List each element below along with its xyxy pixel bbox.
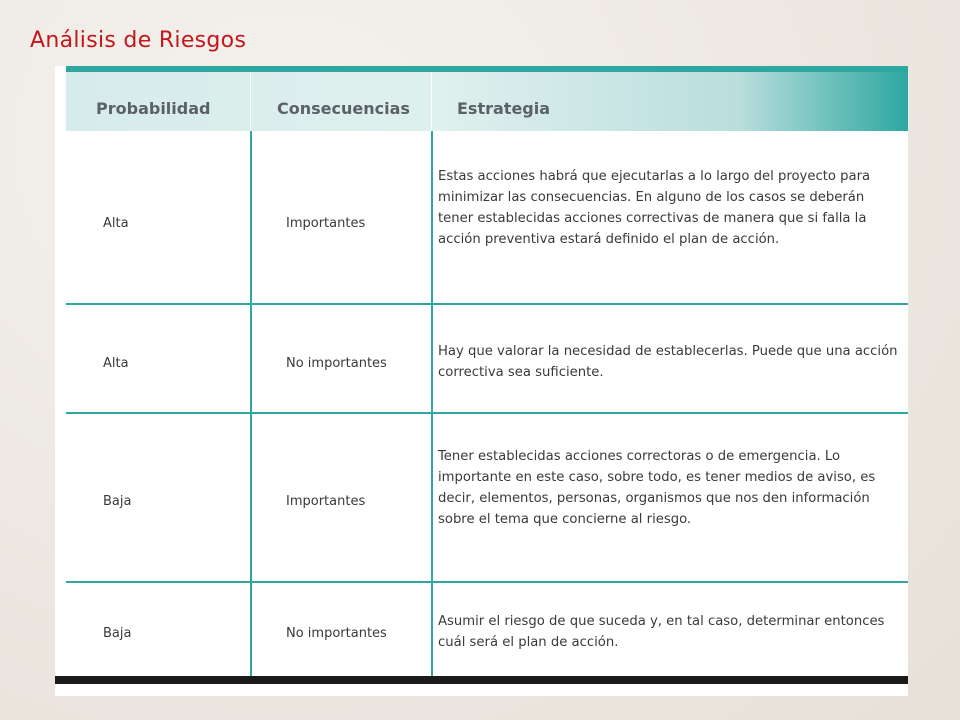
cell-estrategia: Hay que valorar la necesidad de establecerlas. Puede que una acción correctiva sea suficiente. [438, 344, 898, 380]
row-divider [66, 303, 908, 305]
header-probabilidad: Probabilidad [96, 99, 211, 118]
column-divider [250, 131, 252, 676]
cell-probabilidad: Alta [103, 356, 129, 371]
table-header-row [66, 72, 908, 131]
table-bottom-bar [55, 676, 908, 684]
risk-analysis-table [55, 66, 908, 696]
cell-probabilidad: Baja [103, 626, 132, 641]
slide-title: Análisis de Riesgos [30, 28, 247, 53]
cell-consecuencias: Importantes [286, 494, 366, 509]
cell-estrategia: Tener establecidas acciones correctoras o de emergencia. Lo importante en este caso, sobre todo, es tener medios de aviso, es decir, elementos, personas, organismos que nos den información sobre el tema que concierne al riesgo. [438, 449, 876, 527]
row-divider [66, 581, 908, 583]
header-consecuencias: Consecuencias [277, 99, 410, 118]
cell-consecuencias: No importantes [286, 356, 387, 371]
cell-probabilidad: Alta [103, 216, 129, 231]
header-divider [250, 72, 251, 131]
cell-consecuencias: No importantes [286, 626, 387, 641]
row-divider [66, 412, 908, 414]
column-divider [431, 131, 433, 676]
cell-estrategia: Estas acciones habrá que ejecutarlas a lo largo del proyecto para minimizar las consecuencias. En alguno de los casos se deberán tener establecidas acciones correctivas de manera que si falla la acción preventiva estará definido el plan de acción. [438, 169, 871, 247]
header-divider [431, 72, 432, 131]
cell-estrategia: Asumir el riesgo de que suceda y, en tal caso, determinar entonces cuál será el plan de acción. [438, 614, 885, 650]
cell-probabilidad: Baja [103, 494, 132, 509]
header-estrategia: Estrategia [457, 99, 551, 118]
cell-consecuencias: Importantes [286, 216, 366, 231]
